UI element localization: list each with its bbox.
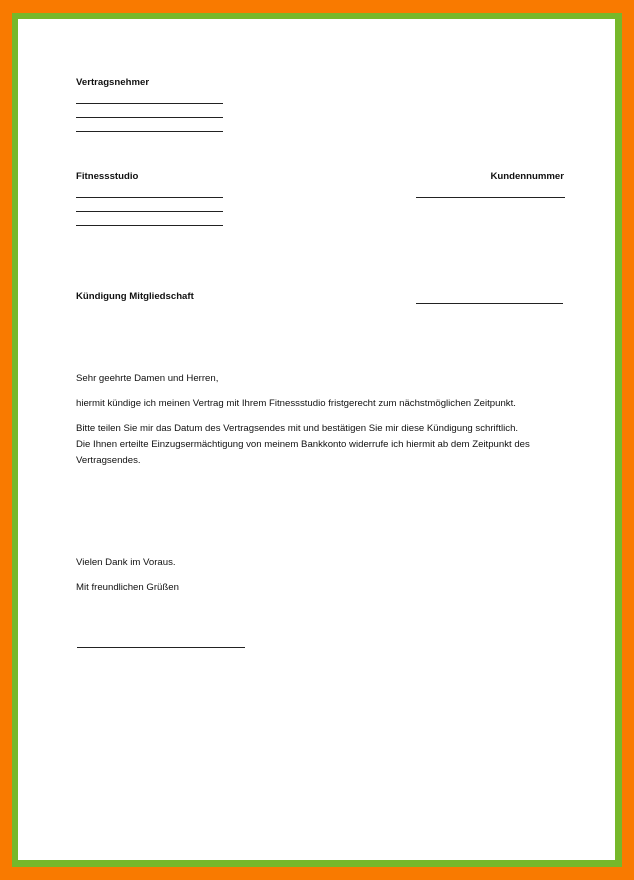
paragraph-2-line-1: Bitte teilen Sie mir das Datum des Vertragsendes mit und bestätigen Sie mir diese Kündigung schriftlich. <box>76 423 519 434</box>
paragraph-1: hiermit kündige ich meinen Vertrag mit Ihrem Fitnessstudio fristgerecht zum nächstmöglichen Zeitpunkt. <box>76 398 516 409</box>
subject-line: Kündigung Mitgliedschaft <box>76 291 194 302</box>
studio-line-3 <box>76 225 223 226</box>
date-line <box>416 303 563 304</box>
customer-number-line <box>416 197 565 198</box>
contractor-label: Vertragsnehmer <box>76 77 150 88</box>
signature-line <box>77 647 245 648</box>
studio-line-1 <box>76 197 223 198</box>
customer-number-label: Kundennummer <box>490 171 564 182</box>
paragraph-2-line-2: Die Ihnen erteilte Einzugsermächtigung von meinem Bankkonto widerrufe ich hiermit ab dem Zeitpunkt des <box>76 439 530 450</box>
studio-line-2 <box>76 211 223 212</box>
letter-page <box>18 19 615 860</box>
studio-label: Fitnessstudio <box>76 171 139 182</box>
contractor-line-2 <box>76 117 223 118</box>
thanks-line: Vielen Dank im Voraus. <box>76 557 176 568</box>
closing-line: Mit freundlichen Grüßen <box>76 582 179 593</box>
contractor-line-3 <box>76 131 223 132</box>
paragraph-2-line-3: Vertragsendes. <box>76 455 141 466</box>
contractor-line-1 <box>76 103 223 104</box>
salutation: Sehr geehrte Damen und Herren, <box>76 373 219 384</box>
